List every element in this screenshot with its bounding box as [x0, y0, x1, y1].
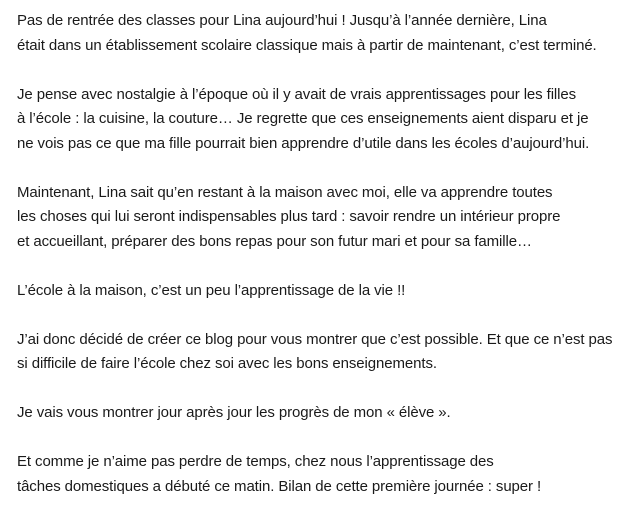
text-line: si difficile de faire l’école chez soi avec les bons enseignements. — [17, 355, 437, 372]
text-line: L’école à la maison, c’est un peu l’apprentissage de la vie !! — [17, 281, 406, 299]
text-line: et accueillant, préparer des bons repas pour son futur mari et pour sa famille… — [17, 232, 532, 250]
text-line: ne vois pas ce que ma fille pourrait bien apprendre d’utile dans les écoles d’aujourd’hui. — [17, 134, 590, 152]
text-line: les choses qui lui seront indispensables plus tard : savoir rendre un intérieur propre — [17, 208, 561, 225]
text-line: Je pense avec nostalgie à l’époque où il y avait de vrais apprentissages pour les filles — [17, 85, 577, 103]
text-line: Pas de rentrée des classes pour Lina aujourd’hui ! Jusqu’à l’année dernière, Lina — [17, 12, 547, 29]
paragraph — [17, 401, 617, 426]
text-line: J’ai donc décidé de créer ce blog pour vous montrer que c’est possible. Et que ce n’est pas — [17, 330, 613, 348]
text-line: Et comme je n’aime pas perdre de temps, chez nous l’apprentissage des — [17, 453, 494, 470]
paragraph — [17, 9, 617, 58]
text-line: Je vais vous montrer jour après jour les progrès de mon « élève ». — [17, 404, 451, 421]
text-line: à l’école : la cuisine, la couture… Je regrette que ces enseignements aient disparu et je — [17, 110, 589, 127]
paragraph — [17, 279, 617, 304]
paragraph — [17, 83, 617, 157]
text-line: était dans un établissement scolaire classique mais à partir de maintenant, c’est terminé. — [17, 36, 597, 54]
paragraph — [17, 450, 617, 499]
text-line: tâches domestiques a débuté ce matin. Bilan de cette première journée : super ! — [17, 477, 542, 495]
paragraph — [17, 328, 617, 377]
article-body — [17, 9, 617, 524]
paragraph — [17, 181, 617, 255]
text-line: Maintenant, Lina sait qu’en restant à la maison avec moi, elle va apprendre toutes — [17, 183, 553, 201]
